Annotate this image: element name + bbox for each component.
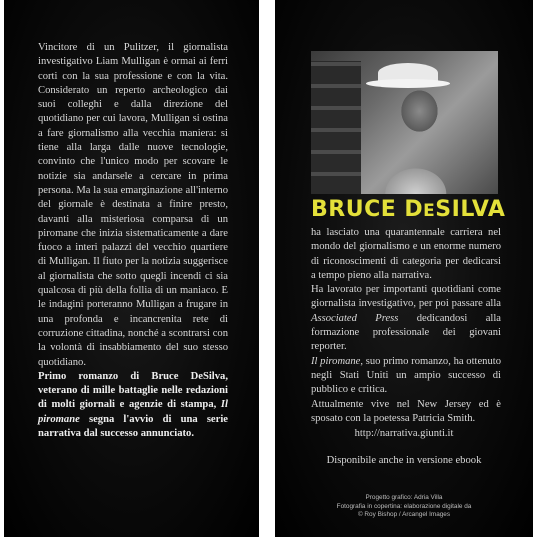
bio-paragraph-3 bbox=[311, 355, 501, 398]
bio-p3-end: , suo primo romanzo, ha ottenuto negli Stati Uniti un ampio successo di pubblico e critica. bbox=[311, 355, 501, 396]
ebook-note: Disponibile anche in versione ebook bbox=[326, 455, 482, 466]
debut-text-end: segna l'avvio di una serie narrativa dal successo annunciato. bbox=[38, 413, 228, 440]
author-name-last: SILVA bbox=[435, 197, 506, 222]
author-name bbox=[311, 197, 511, 224]
credit-copyright: © Roy Bishop / Arcangel Images bbox=[357, 511, 451, 519]
right-flap bbox=[275, 0, 533, 537]
agency-name: Associated Press bbox=[311, 312, 399, 324]
synopsis-paragraph: Vincitore di un Pulitzer, il giornalista investigativo Liam Mulligan è ormai ai ferri corti con la sua professione e con la vita. Considerato un reperto archeologico dai suoi colleghi e dalla direzione del quotidiano per cui lavora, Mulligan si ostina a fare giornalismo alla vecchia maniera: si tiene alla larga dalle nuove tecnologie, convinto che l'unico modo per scovare le notizie sia andarsele a cercare in prima persona. Ma la sua emarginazione all'interno del giornale è destinata a finire presto, davanti alla misteriosa comparsa di un piromane che inizia sistematicamente a dare fuoco a interi palazzi del vecchio quartiere di Mulligan. Il fiuto per la notizia suggerisce al giornalista che sotto quegli incendi ci sia qualcosa di più della follia di un maniaco. E le indagini porteranno Mulligan a frugare in una profonda e incancrenita rete di corruzione cittadina, nonché a scontrarsi con la volontà di insabbiamento del suo stesso quotidiano. bbox=[38, 42, 228, 368]
bookshelf-background bbox=[311, 61, 361, 194]
left-flap bbox=[4, 0, 259, 537]
hat-brim bbox=[366, 79, 450, 88]
book-title: Il piromane bbox=[38, 399, 228, 425]
cover-credits bbox=[275, 494, 533, 520]
author-bio bbox=[311, 226, 501, 426]
credit-design: Progetto grafico: Adria Villa bbox=[365, 494, 443, 501]
debut-text-start: Primo romanzo di Bruce DeSilva, veterano di mille battaglie nelle redazioni di molti giornali e agenzie di stampa, bbox=[38, 370, 228, 411]
bio-p2-end: dedicandosi alla formazione professionale dei giovani reporter. bbox=[311, 312, 501, 353]
bio-paragraph-1: ha lasciato una quarantennale carriera nel mondo del giornalismo e un enorme numero di riconoscimenti di categoria per dedicarsi a tempo pieno alla narrativa. bbox=[311, 227, 501, 281]
bio-p2-start: Ha lavorato per importanti quotidiani come giornalista investigativo, per poi passare alla bbox=[311, 284, 501, 310]
book-title-ref: Il piromane bbox=[311, 355, 361, 367]
credit-photo: Fotografia in copertina: elaborazione digitale da bbox=[336, 502, 472, 510]
bio-paragraph-4: Attualmente vive nel New Jersey ed è sposato con la poetessa Patricia Smith. bbox=[311, 398, 501, 424]
bio-paragraph-2 bbox=[311, 283, 501, 354]
synopsis-text bbox=[38, 41, 228, 441]
author-name-first: BRUCE D bbox=[311, 197, 424, 222]
debut-paragraph bbox=[38, 370, 228, 441]
publisher-url[interactable]: http://narrativa.giunti.it bbox=[354, 428, 454, 439]
author-name-smallcap: E bbox=[423, 201, 436, 221]
author-photo bbox=[311, 51, 498, 194]
